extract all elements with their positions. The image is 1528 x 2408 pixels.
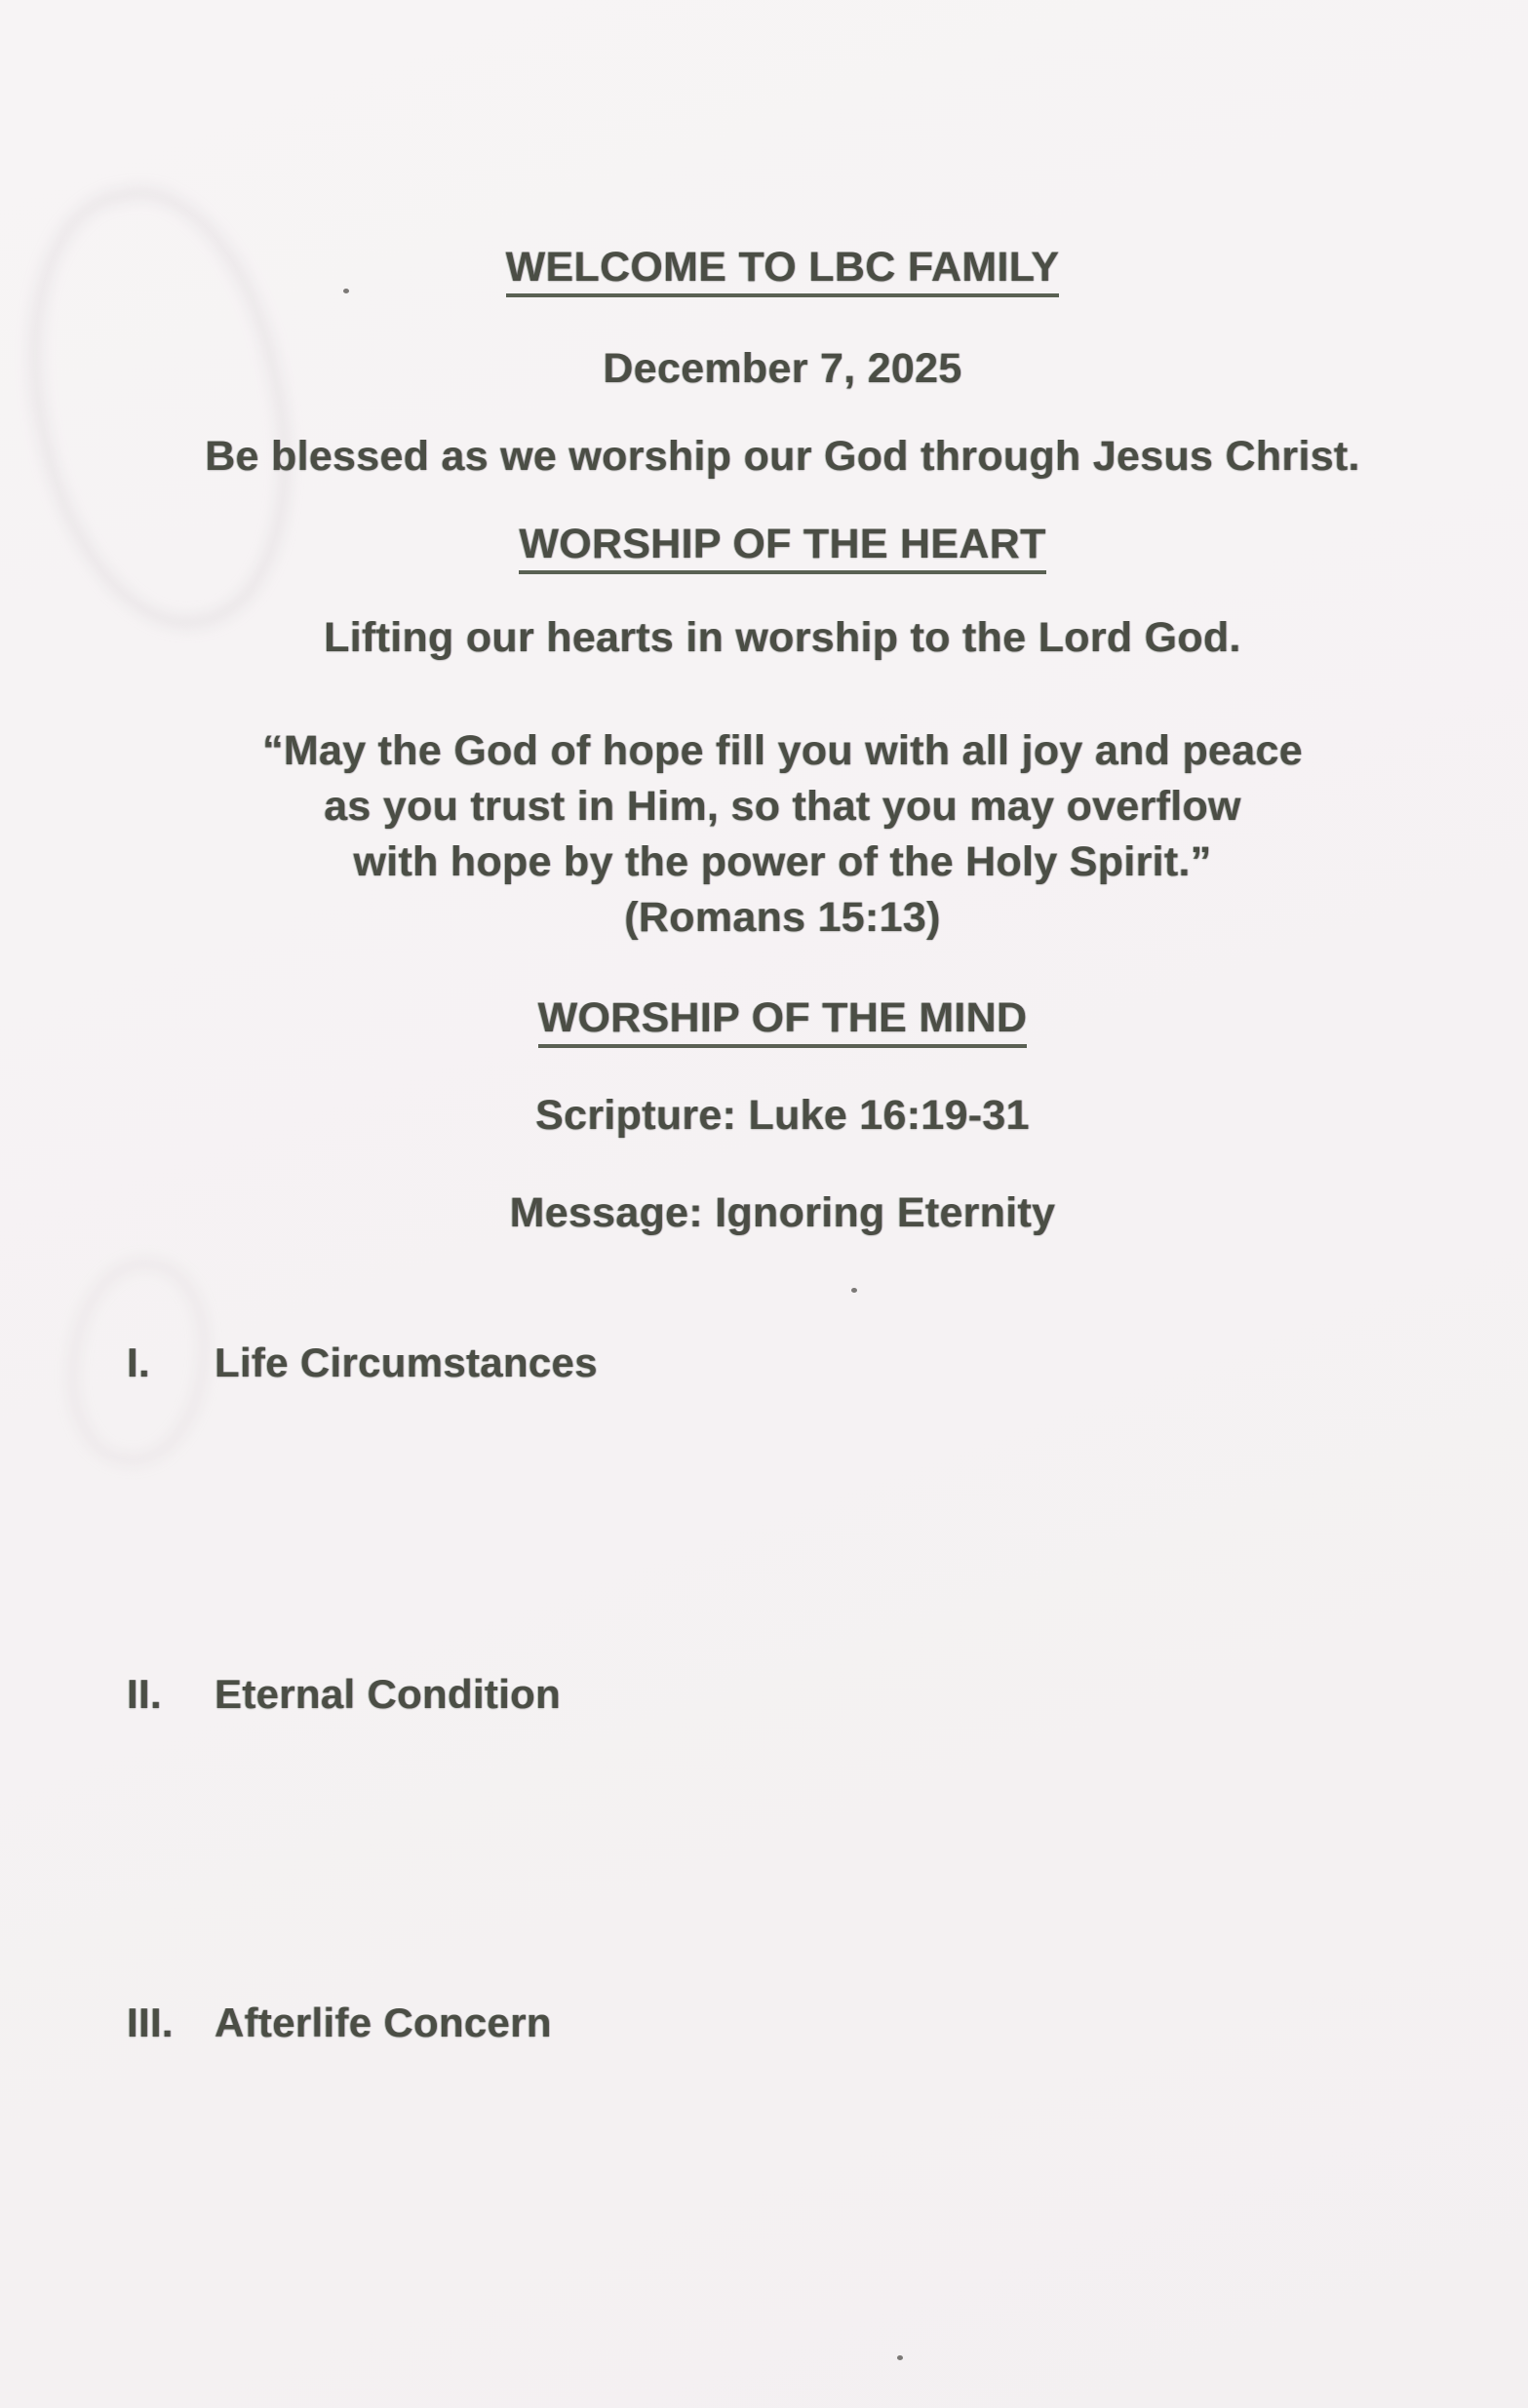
quote-reference: (Romans 15:13): [624, 894, 941, 941]
outline-numeral: I.: [127, 1340, 150, 1385]
worship-mind-heading: [37, 994, 1528, 1048]
service-date: December 7, 2025: [603, 345, 962, 392]
message-line: Message: Ignoring Eternity: [509, 1189, 1056, 1236]
outline-numeral: II.: [127, 1671, 162, 1717]
blessing-line: Be blessed as we worship our God through Jesus Christ.: [205, 433, 1360, 480]
worship-heart-heading: [37, 521, 1528, 574]
welcome-heading-text: WELCOME TO LBC FAMILY: [506, 244, 1060, 297]
outline-item-life-circumstances: [127, 1340, 598, 1386]
outline-label: Eternal Condition: [215, 1671, 562, 1717]
worship-heart-subtitle: Lifting our hearts in worship to the Lord God.: [324, 614, 1241, 661]
quote-line-2: as you trust in Him, so that you may overflow: [324, 783, 1241, 830]
worship-mind-heading-text: WORSHIP OF THE MIND: [538, 994, 1028, 1048]
outline-label: Life Circumstances: [215, 1340, 598, 1385]
outline-label: Afterlife Concern: [215, 2000, 552, 2045]
outline-numeral: III.: [127, 2000, 174, 2045]
worship-heart-heading-text: WORSHIP OF THE HEART: [519, 521, 1045, 574]
scripture-line: Scripture: Luke 16:19-31: [535, 1092, 1030, 1139]
paper-speck: [851, 1288, 857, 1293]
paper-speck: [897, 2355, 903, 2360]
quote-line-1: “May the God of hope fill you with all joy and peace: [262, 727, 1303, 774]
bleed-through-artifact: [0, 164, 330, 653]
welcome-heading: [37, 244, 1528, 297]
scripture-quote: [37, 723, 1528, 946]
outline-item-afterlife-concern: [127, 2000, 552, 2046]
outline-item-eternal-condition: [127, 1671, 561, 1718]
quote-line-3: with hope by the power of the Holy Spirit.”: [353, 838, 1212, 885]
